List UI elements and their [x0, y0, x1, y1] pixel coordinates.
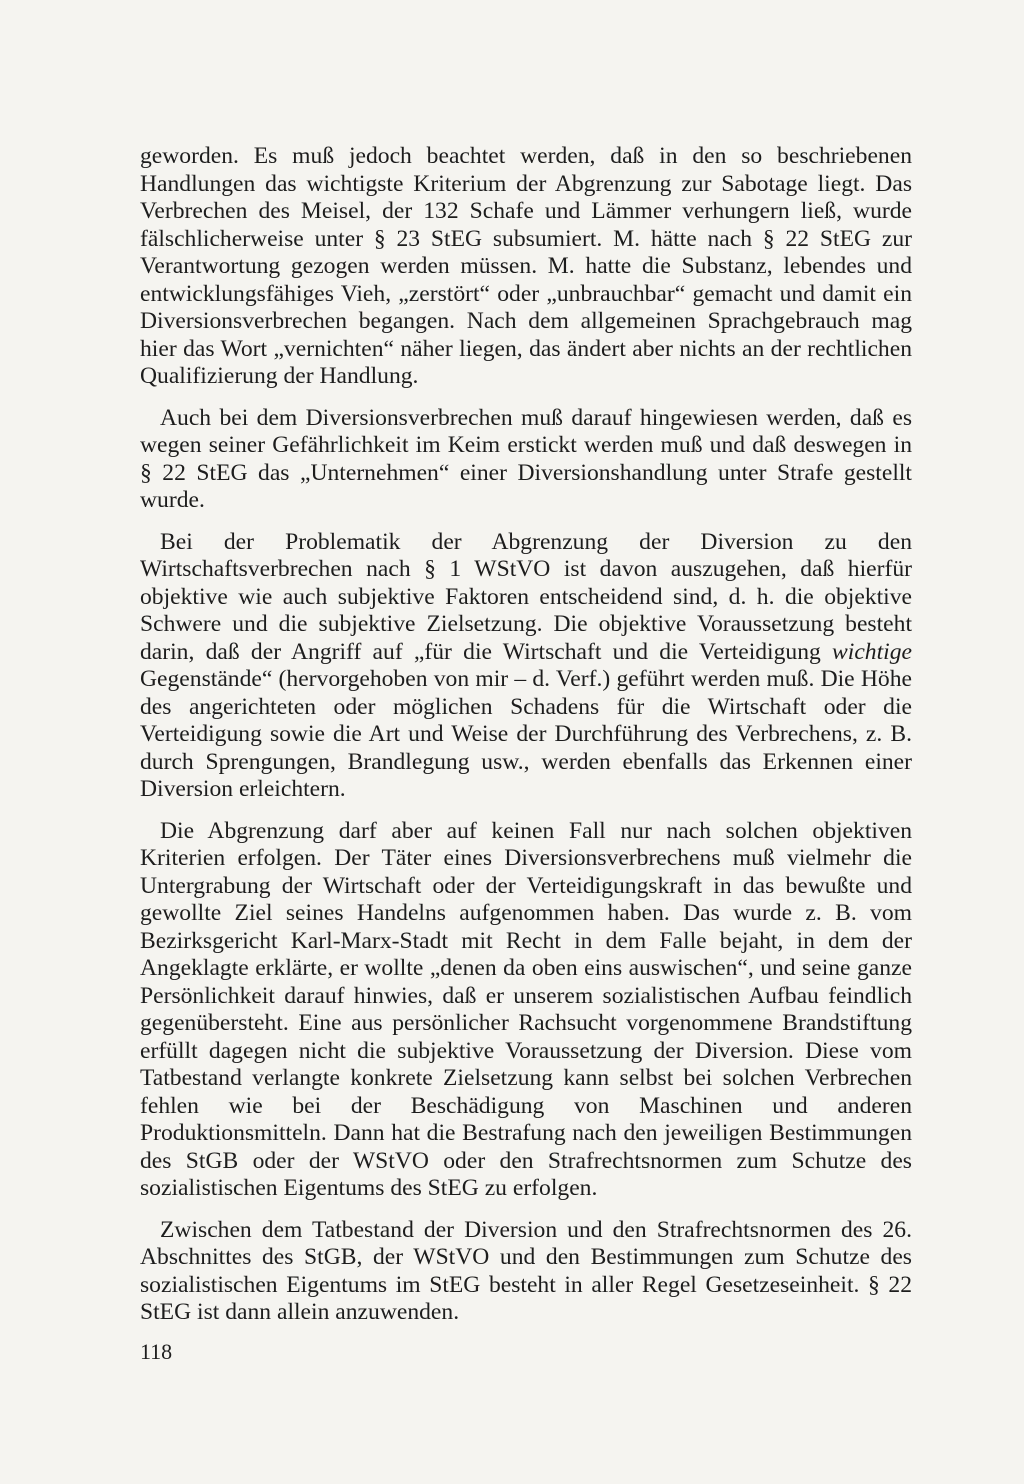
paragraph-2: Auch bei dem Diversionsverbrechen muß darauf hingewiesen werden, daß es wegen seiner Gefährlichkeit im Keim erstickt werden muß und daß deswegen in § 22 StEG das „Unternehmen“ einer Diversionshandlung unter Strafe gestellt wurde. — [140, 404, 912, 513]
paragraph-3-text-after: Gegenstände“ (hervorgehoben von mir – d. Verf.) geführt werden muß. Die Höhe des angerichteten oder möglichen Schadens für die Wirtschaft oder die Verteidigung sowie die Art und Weise der Durchführung des Verbrechens, z. B. durch Sprengungen, Brandlegung usw., werden ebenfalls das Erkennen einer Diversion erleichtern. — [140, 666, 912, 802]
paragraph-4: Die Abgrenzung darf aber auf keinen Fall nur nach solchen objektiven Kriterien erfolgen. Der Täter eines Diversionsverbrechens muß vielmehr die Untergrabung der Wirtschaft oder der Verteidigungskraft in das bewußte und gewollte Ziel seines Handelns aufgenommen haben. Das wurde z. B. vom Bezirksgericht Karl-Marx-Stadt mit Recht in dem Falle bejaht, in dem der Angeklagte erklärte, er wollte „denen da oben eins auswischen“, und seine ganze Persönlichkeit darauf hinwies, daß er unserem sozialistischen Aufbau feindlich gegenübersteht. Eine aus persönlicher Rachsucht vorgenommene Brandstiftung erfüllt dagegen nicht die subjektive Voraussetzung der Diversion. Diese vom Tatbestand verlangte konkrete Zielsetzung kann selbst bei solchen Verbrechen fehlen wie bei der Beschädigung von Maschinen und anderen Produktionsmitteln. Dann hat die Bestrafung nach den jeweiligen Bestimmungen des StGB oder der WStVO oder den Strafrechtsnormen zum Schutze des sozialistischen Eigentums des StEG zu erfolgen. — [140, 817, 912, 1201]
page-body — [140, 143, 912, 1341]
paragraph-5: Zwischen dem Tatbestand der Diversion und den Strafrechtsnormen des 26. Abschnittes des StGB, der WStVO und den Bestimmungen zum Schutze des sozialistischen Eigentums im StEG besteht in aller Regel Gesetzeseinheit. § 22 StEG ist dann allein anzuwenden. — [140, 1216, 912, 1325]
paragraph-3-text-before: Bei der Problematik der Abgrenzung der Diversion zu den Wirtschaftsverbrechen nach § 1 WStVO ist davon auszugehen, daß hierfür objektive wie auch subjektive Faktoren entscheidend sind, d. h. die objektive Schwere und die subjektive Zielsetzung. Die objektive Voraussetzung besteht darin, daß der Angriff auf „für die Wirtschaft und die Verteidigung — [140, 528, 912, 665]
paragraph-1: geworden. Es muß jedoch beachtet werden, daß in den so beschriebenen Handlungen das wichtigste Kriterium der Abgrenzung zur Sabotage liegt. Das Verbrechen des Meisel, der 132 Schafe und Lämmer verhungern ließ, wurde fälschlicherweise unter § 23 StEG subsumiert. M. hätte nach § 22 StEG zur Verantwortung gezogen werden müssen. M. hatte die Substanz, lebendes und entwicklungsfähiges Vieh, „zerstört“ oder „unbrauchbar“ gemacht und damit ein Diversionsverbrechen begangen. Nach dem allgemeinen Sprachgebrauch mag hier das Wort „vernichten“ näher liegen, das ändert aber nichts an der rechtlichen Qualifizierung der Handlung. — [140, 143, 912, 389]
page-number: 118 — [140, 1339, 173, 1364]
emphasized-word: wichtige — [832, 638, 912, 665]
paragraph-3 — [140, 529, 912, 804]
